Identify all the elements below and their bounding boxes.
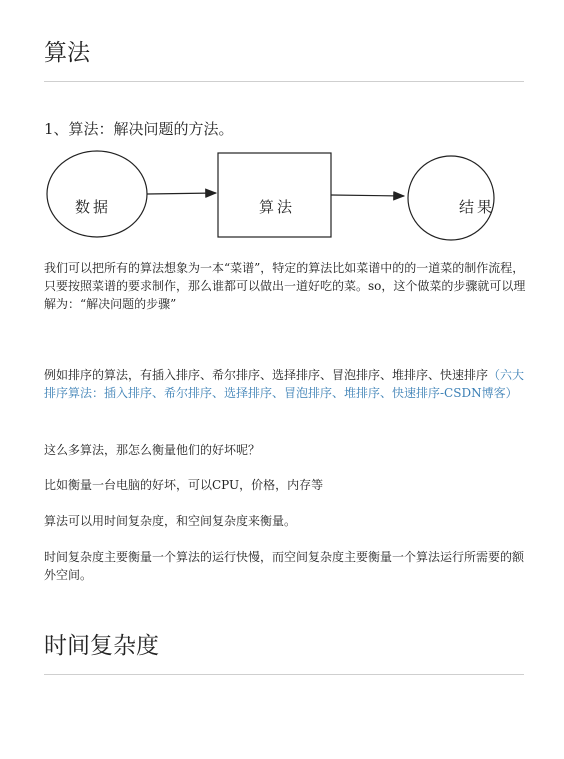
result-node-label: 结果 bbox=[458, 198, 496, 216]
algorithm-node bbox=[218, 153, 331, 237]
sorting-article-link[interactable]: （六大排序算法：插入排序、希尔排序、选择排序、冒泡排序、堆排序、快速排序-CSDN博客） bbox=[44, 368, 525, 400]
algorithm-node-label: 算法 bbox=[258, 198, 296, 216]
title-divider bbox=[44, 81, 524, 82]
paragraph-question: 这么多算法，那怎么衡量他们的好坏呢？ bbox=[44, 443, 261, 457]
arrow-algorithm-to-result bbox=[331, 195, 404, 196]
section-divider bbox=[44, 674, 524, 675]
paragraph-computer: 比如衡量一台电脑的好坏，可以CPU，价格，内存等 bbox=[44, 478, 324, 492]
paragraph-measure: 算法可以用时间复杂度，和空间复杂度来衡量。 bbox=[44, 514, 297, 528]
section-subtitle: 1、算法：解决问题的方法。 bbox=[44, 120, 234, 138]
algorithm-flow-diagram bbox=[40, 148, 520, 244]
paragraph-recipe: 我们可以把所有的算法想象为一本“菜谱”，特定的算法比如菜谱中的的一道菜的制作流程，只要按照菜谱的要求制作，那么谁都可以做出一道好吃的菜。so，这个做菜的步骤就可以理解为：“解决问题的步骤” bbox=[44, 261, 526, 311]
data-node-label: 数据 bbox=[74, 198, 112, 216]
data-node bbox=[47, 151, 147, 237]
section-title-time-complexity: 时间复杂度 bbox=[44, 633, 159, 659]
sorting-text: 例如排序的算法，有插入排序、希尔排序、选择排序、冒泡排序、堆排序、快速排序 bbox=[44, 368, 489, 382]
paragraph-complexity: 时间复杂度主要衡量一个算法的运行快慢，而空间复杂度主要衡量一个算法运行所需要的额外空间。 bbox=[44, 550, 525, 582]
arrow-data-to-algorithm bbox=[147, 193, 216, 194]
paragraph-sorting bbox=[44, 366, 526, 402]
page-title: 算法 bbox=[44, 40, 90, 66]
